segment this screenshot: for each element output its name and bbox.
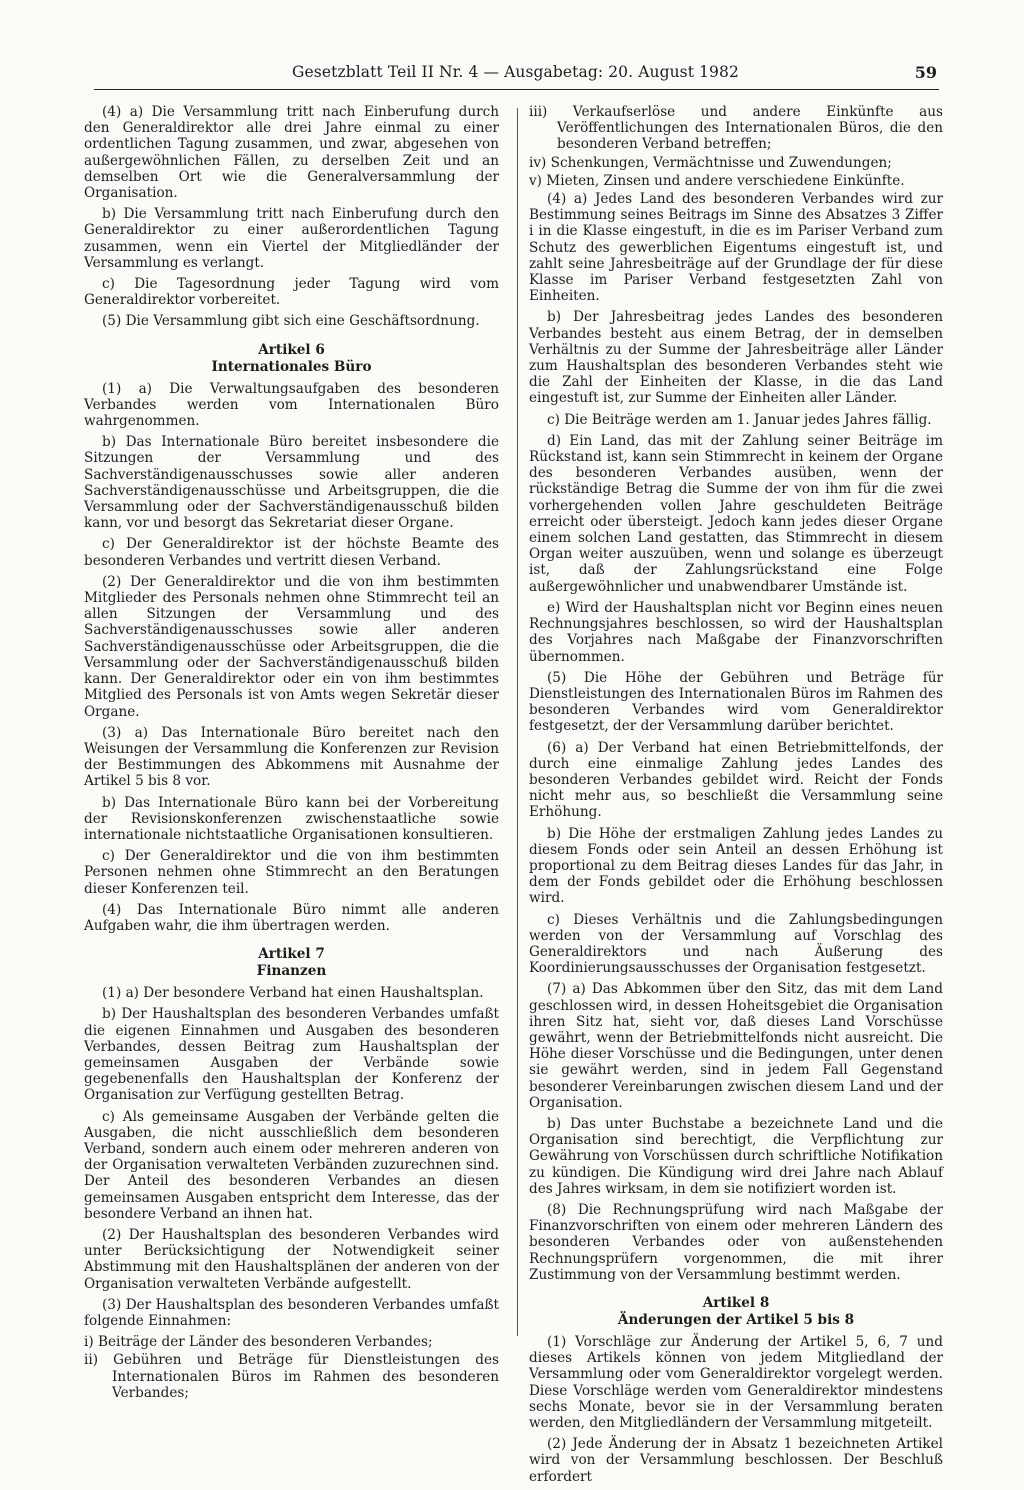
paragraph: (3) Der Haushaltsplan des besonderen Verbandes umfaßt folgende Einnahmen: — [84, 1296, 499, 1329]
paragraph: c) Als gemeinsame Ausgaben der Verbände gelten die Ausgaben, die nicht ausschließlich dem besonderen Verband, sondern auch einem oder mehreren anderen von der Organisation verwalteten Verbänden zuzurechnen sind. Der Anteil des besonderen Verbandes an diesen gemeinsamen Ausgaben entspricht dem Interesse, das der besondere Verband an ihnen hat. — [84, 1108, 499, 1222]
paragraph: (1) a) Die Verwaltungsaufgaben des besonderen Verbandes werden vom Internationalen Büro wahrgenommen. — [84, 380, 499, 430]
paragraph: c) Dieses Verhältnis und die Zahlungsbedingungen werden von der Versammlung auf Vorschlag des Generaldirektors und nach Äußerung des Koordinierungsausschusses der Organisation festgesetzt. — [529, 911, 943, 977]
paragraph: (3) a) Das Internationale Büro bereitet nach den Weisungen der Versammlung die Konferenzen zur Revision der Bestimmungen des Abkommens mit Ausnahme der Artikel 5 bis 8 vor. — [84, 724, 499, 790]
paragraph: (5) Die Höhe der Gebühren und Beträge für Dienstleistungen des Internationalen Büros im Rahmen des besonderen Verbandes wird vom Generaldirektor festgesetzt, der der Versammlung darüber berichtet. — [529, 669, 943, 735]
paragraph: c) Die Beiträge werden am 1. Januar jedes Jahres fällig. — [547, 411, 932, 428]
paragraph: b) Der Haushaltsplan des besonderen Verbandes umfaßt die eigenen Einnahmen und Ausgaben des besonderen Verbandes, dessen Beitrag zum Haushaltsplan der gemeinsamen Ausgaben der Verbände sowie gegebenenfalls den Haushaltsplan der Konferenz der Organisation zur Verfügung gestellten Betrag. — [84, 1006, 499, 1104]
paragraph: (1) Vorschläge zur Änderung der Artikel 5, 6, 7 und dieses Artikels können von jedem Mitgliedland der Versammlung oder vom Generaldirektor vorgelegt werden. Diese Vorschläge werden vom Generaldirektor mindestens sechs Monate, bevor sie in der Versammlung beraten werden, den Mitgliedländern der Versammlung mitgeteilt. — [529, 1334, 943, 1432]
list-item: ii) Gebühren und Beträge für Dienstleistungen des Internationalen Büros im Rahmen des besonderen Verbandes; — [84, 1352, 499, 1401]
left-column — [84, 104, 499, 1403]
paragraph: (5) Die Versammlung gibt sich eine Geschäftsordnung. — [102, 313, 480, 330]
list-item: v) Mieten, Zinsen und andere verschiedene Einkünfte. — [529, 172, 905, 189]
article-8-subheading: Änderungen der Artikel 5 bis 8 — [617, 1312, 855, 1329]
paragraph: (4) a) Jedes Land des besonderen Verbandes wird zur Bestimmung seines Beitrags im Sinne des Absatzes 3 Ziffer i in die Klasse eingestuft, in die es im Pariser Verband zum Schutz des gewerblichen Eigentums eingestuft ist, und zahlt seine Jahresbeiträge auf der Grundlage der für diese Klasse im Pariser Verband festgesetzten Zahl von Einheiten. — [529, 191, 943, 305]
right-column — [529, 104, 943, 1490]
paragraph: (2) Der Generaldirektor und die von ihm bestimmten Mitglieder des Personals nehmen ohne Stimmrecht teil an allen Sitzungen der Versammlung und des Sachverständigenausschusses sowie aller anderen Sachverständigenausschüsse oder Arbeitsgruppen, die die Versammlung oder der Sachverständigenausschuß bilden kann. Der Generaldirektor oder ein von ihm bestimmtes Mitglied des Personals ist von Amts wegen Sekretär dieser Organe. — [84, 573, 499, 720]
article-8-heading: Artikel 8 — [702, 1295, 770, 1312]
paragraph: (1) a) Der besondere Verband hat einen Haushaltsplan. — [102, 985, 484, 1002]
list-item: iv) Schenkungen, Vermächtnisse und Zuwendungen; — [529, 154, 892, 171]
paragraph: b) Der Jahresbeitrag jedes Landes des besonderen Verbandes besteht aus einem Betrag, der in demselben Verhältnis zu der Summe der Jahresbeiträge aller Länder zum Haushaltsplan des besonderen Verbandes steht wie die Zahl der Einheiten der Klasse, in die das Land eingestuft ist, zur Summe der Einheiten aller Länder. — [529, 309, 943, 407]
paragraph: (8) Die Rechnungsprüfung wird nach Maßgabe der Finanzvorschriften von einem oder mehreren Ländern des besonderen Verbandes oder von außenstehenden Rechnungsprüfern vorgenommen, die mit ihrer Zustimmung von der Versammlung bestimmt werden. — [529, 1202, 943, 1283]
list-item: iii) Verkaufserlöse und andere Einkünfte aus Veröffentlichungen des Internationalen Büros, die den besonderen Verband betreffen; — [529, 104, 943, 153]
paragraph: (6) a) Der Verband hat einen Betriebmittelfonds, der durch eine einmalige Zahlung jedes Landes des besonderen Verbandes gebildet wird. Reicht der Fonds nicht mehr aus, so beschließt die Versammlung seine Erhöhung. — [529, 739, 943, 821]
paragraph: b) Das Internationale Büro kann bei der Vorbereitung der Revisionskonferenzen zwischenstaatliche sowie internationale nichtstaatliche Organisationen konsultieren. — [84, 794, 499, 843]
paragraph: (2) Jede Änderung der in Absatz 1 bezeichneten Artikel wird von der Versammlung beschlossen. Der Beschluß erfordert — [529, 1436, 943, 1485]
page-header — [94, 63, 937, 85]
article-7-heading: Artikel 7 — [258, 946, 325, 963]
paragraph: c) Der Generaldirektor ist der höchste Beamte des besonderen Verbandes und vertritt diesen Verband. — [84, 536, 499, 569]
article-6-subheading: Internationales Büro — [211, 358, 372, 375]
paragraph: b) Das Internationale Büro bereitet insbesondere die Sitzungen der Versammlung und des Sachverständigenausschusses sowie aller anderen Sachverständigenausschüsse und Arbeitsgruppen, die die Versammlung oder der Sachverständigenausschuß bilden kann, vor und besorgt das Sekretariat dieser Organe. — [84, 434, 499, 532]
paragraph: (2) Der Haushaltsplan des besonderen Verbandes wird unter Berücksichtigung der Notwendigkeit seiner Abstimmung mit den Haushaltsplänen der anderen von der Organisation verwalteten Verbände aufgestellt. — [84, 1226, 499, 1292]
header-rule — [94, 89, 939, 90]
article-6-heading: Artikel 6 — [258, 341, 325, 358]
paragraph: (4) a) Die Versammlung tritt nach Einberufung durch den Generaldirektor alle drei Jahre einmal zu einer ordentlichen Tagung zusammen, und zwar, abgesehen von außergewöhnlichen Fällen, zu derselben Zeit und an demselben Ort wie die Generalversammlung der Organisation. — [84, 104, 499, 202]
paragraph: c) Der Generaldirektor und die von ihm bestimmten Personen nehmen ohne Stimmrecht an den Beratungen dieser Konferenzen teil. — [84, 848, 499, 897]
paragraph: (7) a) Das Abkommen über den Sitz, das mit dem Land geschlossen wird, in dessen Hoheitsgebiet die Organisation ihren Sitz hat, sieht vor, daß dieses Land Vorschüsse gewährt, wenn der Betriebmittelfonds nicht ausreicht. Die Höhe dieser Vorschüsse und die Bedingungen, unter denen sie gewährt werden, sind in jedem Fall Gegenstand besonderer Vereinbarungen zwischen diesem Land und der Organisation. — [529, 981, 943, 1111]
article-7-subheading: Finanzen — [256, 963, 327, 980]
column-divider — [517, 108, 518, 1336]
paragraph: (4) Das Internationale Büro nimmt alle anderen Aufgaben wahr, die ihm übertragen werden. — [84, 901, 499, 934]
gazette-title: Gesetzblatt Teil II Nr. 4 — Ausgabetag: 20. August 1982 — [292, 63, 739, 81]
paragraph: e) Wird der Haushaltsplan nicht vor Beginn eines neuen Rechnungsjahres beschlossen, so wird der Haushaltsplan des Vorjahres nach Maßgabe der Finanzvorschriften übernommen. — [529, 599, 943, 665]
paragraph: b) Die Höhe der erstmaligen Zahlung jedes Landes zu diesem Fonds oder sein Anteil an dessen Erhöhung ist proportional zu dem Beitrag dieses Landes für das Jahr, in dem der Fonds gebildet oder die Erhöhung beschlossen wird. — [529, 825, 943, 907]
paragraph: c) Die Tagesordnung jeder Tagung wird vom Generaldirektor vorbereitet. — [84, 276, 499, 309]
paragraph: b) Das unter Buchstabe a bezeichnete Land und die Organisation sind berechtigt, die Verpflichtung zur Gewährung von Vorschüssen durch schriftliche Notifikation zu kündigen. Die Kündigung wird drei Jahre nach Ablauf des Jahres wirksam, in dem sie notifiziert worden ist. — [529, 1115, 943, 1197]
paragraph: d) Ein Land, das mit der Zahlung seiner Beiträge im Rückstand ist, kann sein Stimmrecht in keinem der Organe des besonderen Verbandes ausüben, wenn der rückständige Betrag die Summe der von ihm für die zwei vorhergehenden vollen Jahre geschuldeten Beiträge erreicht oder übersteigt. Jedoch kann jedes dieser Organe einem solchen Land gestatten, das Stimmrecht in diesem Organ weiter auszuüben, wenn und solange es überzeugt ist, daß der Zahlungsrückstand eine Folge außergewöhnlicher und unabwendbarer Umstände ist. — [529, 432, 943, 595]
list-item: i) Beiträge der Länder des besonderen Verbandes; — [84, 1334, 433, 1351]
paragraph: b) Die Versammlung tritt nach Einberufung durch den Generaldirektor zu einer außerordentlichen Tagung zusammen, wenn ein Viertel der Mitgliedländer der Versammlung es verlangt. — [84, 206, 499, 271]
page-number: 59 — [914, 63, 937, 82]
